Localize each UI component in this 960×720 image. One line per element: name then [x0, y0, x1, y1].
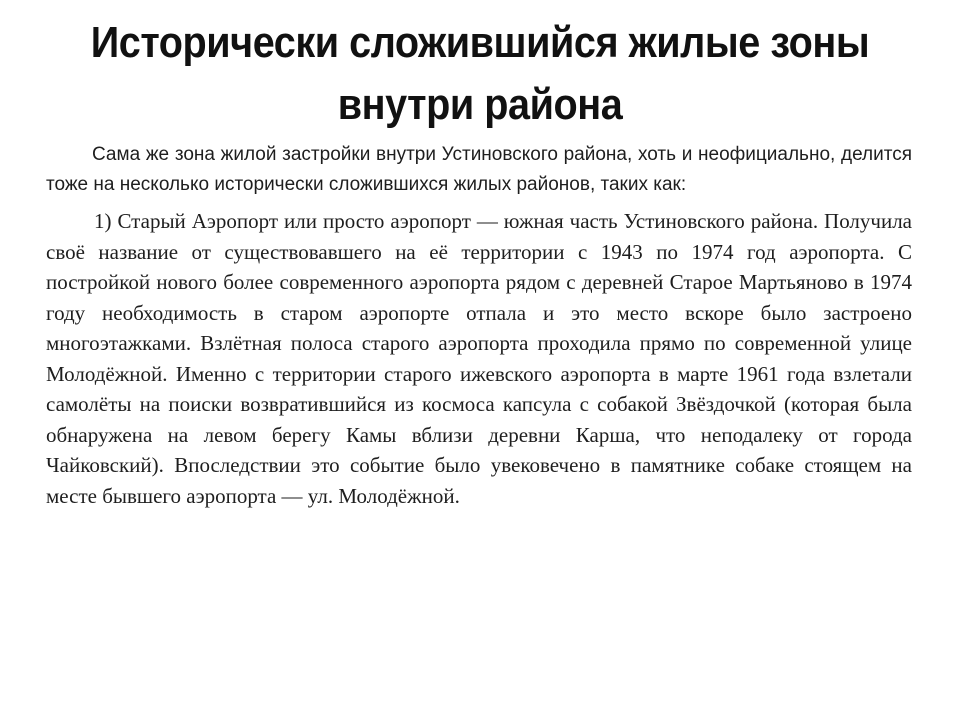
slide-title: Исторически сложившийся жилые зоны внутри района: [90, 18, 870, 129]
airport-paragraph: 1) Старый Аэропорт или просто аэропорт — южная часть Устиновского района. Получила своё название от существовавшего на её территории с 1943 по 1974 год аэропорта. С постройкой нового более современного аэропорта рядом с деревней Старое Мартьяново в 1974 году необходимость в старом аэропорте отпала и это место вскоре было застроено многоэтажками. Взлётная полоса старого аэропорта проходила прямо по современной улице Молодёжной. Именно с территории старого ижевского аэропорта в марте 1961 года взлетали самолёты на поиски возвратившийся из космоса капсула с собакой Звёздочкой (которая была обнаружена на левом берегу Камы вблизи деревни Карша, что неподалеку от города Чайковский). Впоследствии это событие было увековечено в памятнике собаке стоящем на месте бывшего аэропорта — ул. Молодёжной.: [46, 209, 912, 508]
slide-body: [46, 140, 912, 511]
intro-paragraph: Сама же зона жилой застройки внутри Устиновского района, хоть и неофициально, делится тоже на несколько исторически сложившихся жилых районов, таких как:: [46, 144, 912, 195]
